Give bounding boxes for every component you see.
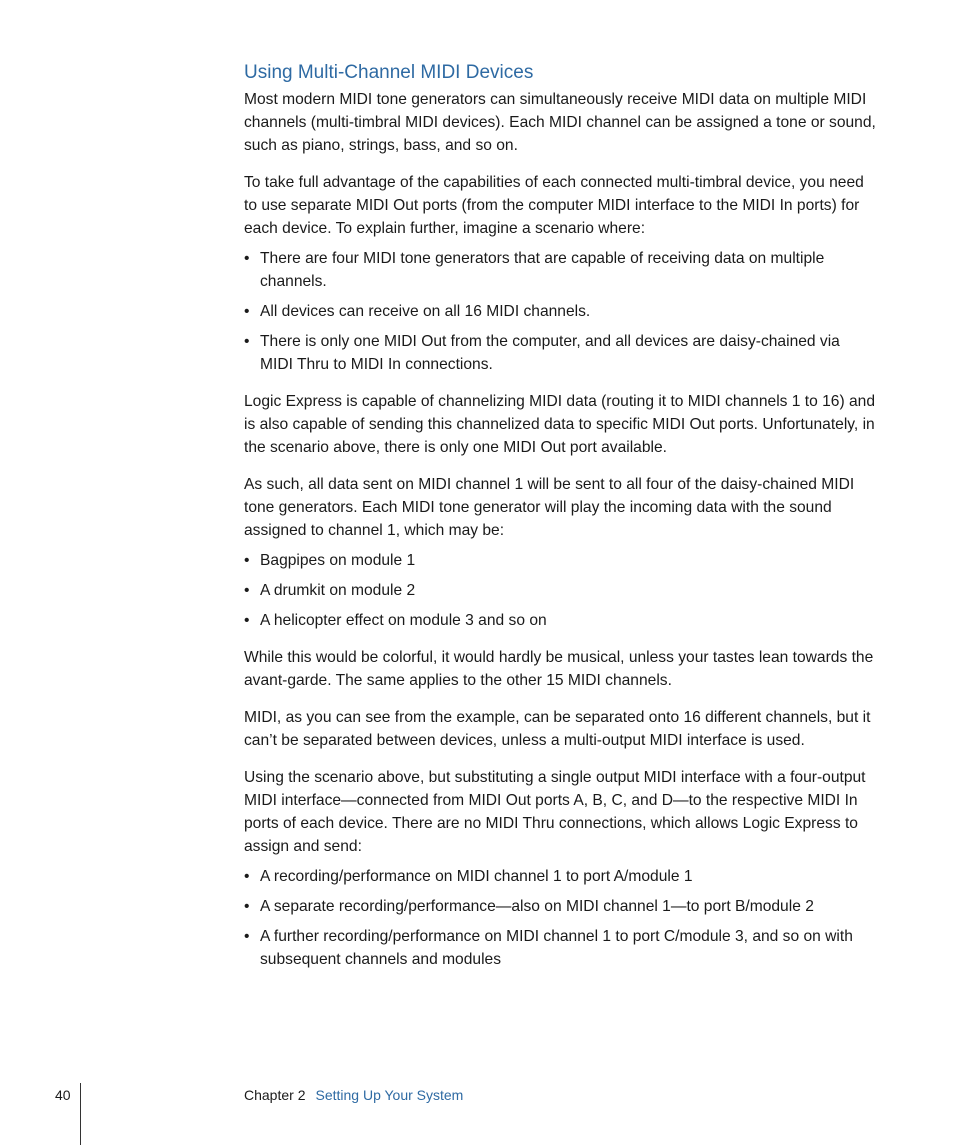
list-item bbox=[244, 895, 876, 918]
paragraph: While this would be colorful, it would hardly be musical, unless your tastes lean towards the avant-garde. The same applies to the other 15 MIDI channels. bbox=[244, 649, 874, 689]
list-item bbox=[244, 247, 876, 293]
paragraph: As such, all data sent on MIDI channel 1 will be sent to all four of the daisy-chained MIDI tone generators. Each MIDI tone generator will play the incoming data with the sound assigned to channel 1, which may be: bbox=[244, 476, 855, 539]
bullet-icon: • bbox=[244, 612, 250, 629]
bullet-icon: • bbox=[244, 552, 250, 569]
module-sound-list bbox=[244, 549, 876, 632]
list-item bbox=[244, 330, 876, 376]
scenario-list bbox=[244, 247, 876, 376]
bullet-icon: • bbox=[244, 250, 250, 267]
list-item bbox=[244, 300, 876, 323]
paragraph: To take full advantage of the capabilities of each connected multi-timbral device, you need to use separate MIDI Out ports (from the computer MIDI interface to the MIDI In ports) for each device. To explain further, imagine a scenario where: bbox=[244, 174, 864, 237]
paragraph: Using the scenario above, but substituting a single output MIDI interface with a four-output MIDI interface—connected from MIDI Out ports A, B, C, and D—to the respective MIDI In ports of each device. There are no MIDI Thru connections, which allows Logic Express to assign and send: bbox=[244, 769, 866, 855]
list-item-text: There is only one MIDI Out from the computer, and all devices are daisy-chained via MIDI Thru to MIDI In connections. bbox=[260, 333, 840, 373]
bullet-icon: • bbox=[244, 582, 250, 599]
bullet-icon: • bbox=[244, 928, 250, 945]
page-content bbox=[244, 60, 876, 985]
list-item-text: Bagpipes on module 1 bbox=[260, 552, 416, 569]
paragraph: Logic Express is capable of channelizing MIDI data (routing it to MIDI channels 1 to 16) and is also capable of sending this channelized data to specific MIDI Out ports. Unfortunately, in the scenario above, there is only one MIDI Out port available. bbox=[244, 393, 876, 456]
bullet-icon: • bbox=[244, 898, 250, 915]
chapter-footer bbox=[244, 1086, 463, 1104]
list-item-text: A drumkit on module 2 bbox=[260, 582, 416, 599]
paragraph: MIDI, as you can see from the example, can be separated onto 16 different channels, but it can’t be separated between devices, unless a multi-output MIDI interface is used. bbox=[244, 709, 871, 749]
list-item bbox=[244, 549, 876, 572]
bullet-icon: • bbox=[244, 303, 250, 320]
list-item bbox=[244, 579, 876, 602]
list-item bbox=[244, 925, 876, 971]
list-item-text: A helicopter effect on module 3 and so on bbox=[260, 612, 547, 629]
chapter-title: Setting Up Your System bbox=[315, 1087, 464, 1103]
list-item bbox=[244, 609, 876, 632]
list-item bbox=[244, 865, 876, 888]
list-item-text: There are four MIDI tone generators that are capable of receiving data on multiple channels. bbox=[260, 250, 825, 290]
paragraph: Most modern MIDI tone generators can simultaneously receive MIDI data on multiple MIDI channels (multi-timbral MIDI devices). Each MIDI channel can be assigned a tone or sound, such as piano, strings, bass, and so on. bbox=[244, 91, 876, 154]
page-number: 40 bbox=[55, 1087, 71, 1103]
port-assignment-list bbox=[244, 865, 876, 971]
list-item-text: All devices can receive on all 16 MIDI channels. bbox=[260, 303, 591, 320]
section-heading: Using Multi-Channel MIDI Devices bbox=[244, 62, 534, 83]
bullet-icon: • bbox=[244, 333, 250, 350]
chapter-label: Chapter 2 bbox=[244, 1087, 306, 1103]
list-item-text: A separate recording/performance—also on MIDI channel 1—to port B/module 2 bbox=[260, 898, 814, 915]
footer-divider bbox=[80, 1083, 81, 1145]
list-item-text: A further recording/performance on MIDI channel 1 to port C/module 3, and so on with subsequent channels and modules bbox=[260, 928, 853, 968]
list-item-text: A recording/performance on MIDI channel 1 to port A/module 1 bbox=[260, 868, 693, 885]
bullet-icon: • bbox=[244, 868, 250, 885]
